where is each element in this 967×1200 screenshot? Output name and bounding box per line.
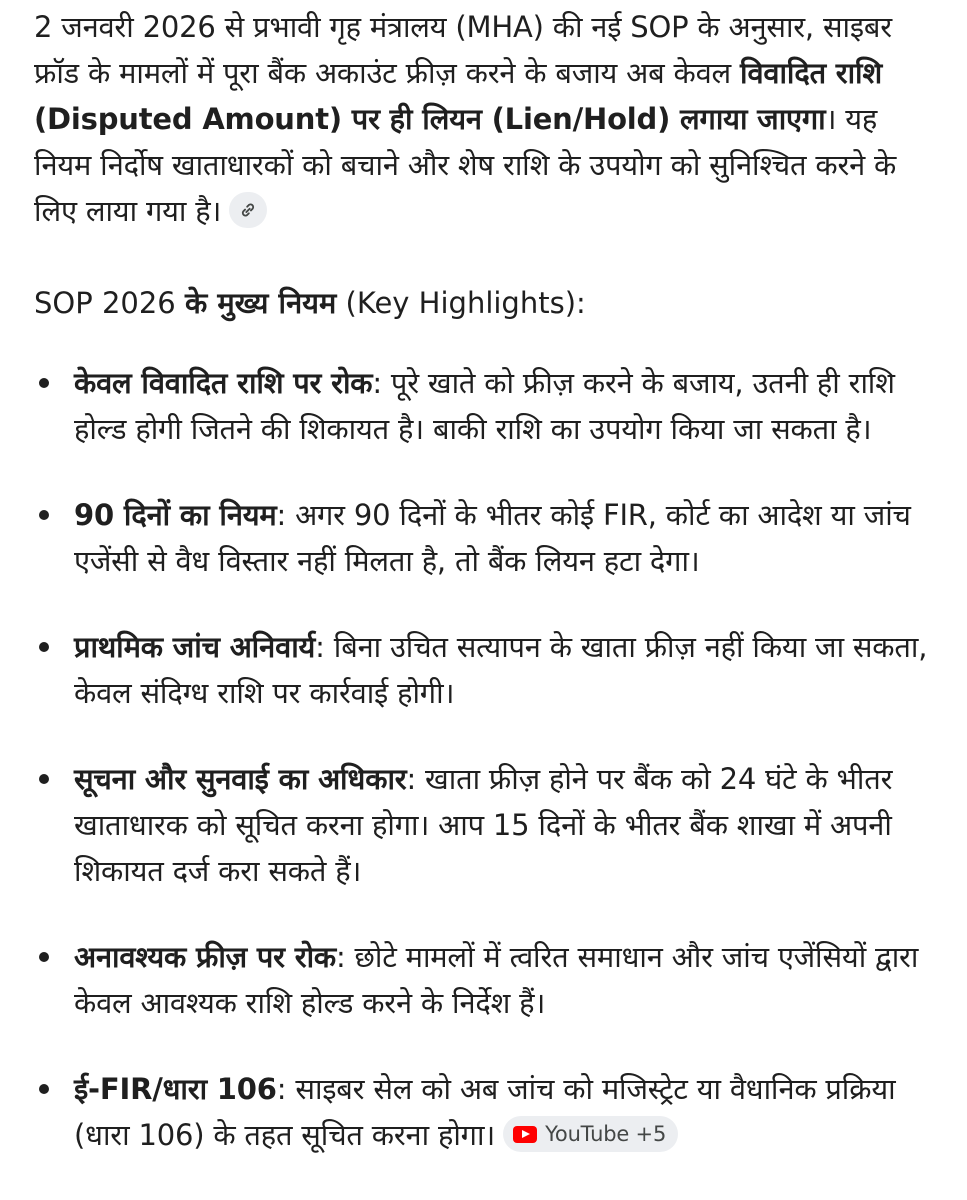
- list-item: [34, 624, 933, 716]
- bullet-icon: [39, 642, 49, 652]
- intro-text-end: । यह नियम निर्दोष खाताधारकों को बचाने और शेष राशि के उपयोग को सुनिश्चित करने के लिए लाया गया है।: [34, 102, 897, 228]
- source-chip-button[interactable]: [503, 1116, 678, 1152]
- link-icon: [238, 200, 258, 220]
- intro-bold-text: विवादित राशि (Disputed Amount) पर ही लियन (Lien/Hold) लगाया जाएगा: [34, 56, 883, 136]
- item-title: ई-FIR/धारा 106: [74, 1072, 277, 1106]
- bullet-icon: [39, 510, 49, 520]
- youtube-icon: [513, 1126, 537, 1143]
- item-title: 90 दिनों का नियम: [74, 498, 277, 532]
- list-item: [34, 934, 933, 1026]
- bullet-icon: [39, 952, 49, 962]
- item-text: : खाता फ्रीज़ होने पर बैंक को 24 घंटे के भीतर खाताधारक को सूचित करना होगा। आप 15 दिनों के भीतर बैंक शाखा में अपनी शिकायत दर्ज करा सकते हैं।: [74, 762, 893, 888]
- source-chip-label: YouTube +5: [545, 1122, 667, 1146]
- bullet-icon: [39, 774, 49, 784]
- heading-bold: के मुख्य नियम: [184, 286, 337, 320]
- item-text: : छोटे मामलों में त्वरित समाधान और जांच एजेंसियों द्वारा केवल आवश्यक राशि होल्ड करने के निर्देश हैं।: [74, 940, 919, 1020]
- bullet-icon: [39, 1084, 49, 1094]
- source-link-button[interactable]: [229, 192, 267, 228]
- highlights-list: [34, 360, 933, 1158]
- list-item: [34, 492, 933, 584]
- item-text: : अगर 90 दिनों के भीतर कोई FIR, कोर्ट का आदेश या जांच एजेंसी से वैध विस्तार नहीं मिलता है, तो बैंक लियन हटा देगा।: [74, 498, 911, 578]
- item-title: सूचना और सुनवाई का अधिकार: [74, 762, 407, 796]
- section-heading: [34, 280, 933, 326]
- heading-prefix: SOP 2026: [34, 286, 185, 320]
- item-title: अनावश्यक फ्रीज़ पर रोक: [74, 940, 336, 974]
- list-item: [34, 756, 933, 894]
- list-item: [34, 360, 933, 452]
- list-item: [34, 1066, 933, 1158]
- bullet-icon: [39, 378, 49, 388]
- intro-paragraph: [34, 0, 933, 234]
- item-text: : साइबर सेल को अब जांच को मजिस्ट्रेट या वैधानिक प्रक्रिया (धारा 106) के तहत सूचित करना होगा।: [74, 1072, 896, 1152]
- item-text: : पूरे खाते को फ्रीज़ करने के बजाय, उतनी ही राशि होल्ड होगी जितने की शिकायत है। बाकी राशि का उपयोग किया जा सकता है।: [74, 366, 895, 446]
- item-title: केवल विवादित राशि पर रोक: [74, 366, 373, 400]
- item-text: : बिना उचित सत्यापन के खाता फ्रीज़ नहीं किया जा सकता, केवल संदिग्ध राशि पर कार्रवाई होगी।: [74, 630, 928, 710]
- item-title: प्राथमिक जांच अनिवार्य: [74, 630, 316, 664]
- heading-suffix: (Key Highlights):: [336, 286, 586, 320]
- intro-text: 2 जनवरी 2026 से प्रभावी गृह मंत्रालय (MHA) की नई SOP के अनुसार, साइबर फ्रॉड के मामलों में पूरा बैंक अकाउंट फ्रीज़ करने के बजाय अब केवल: [34, 10, 892, 90]
